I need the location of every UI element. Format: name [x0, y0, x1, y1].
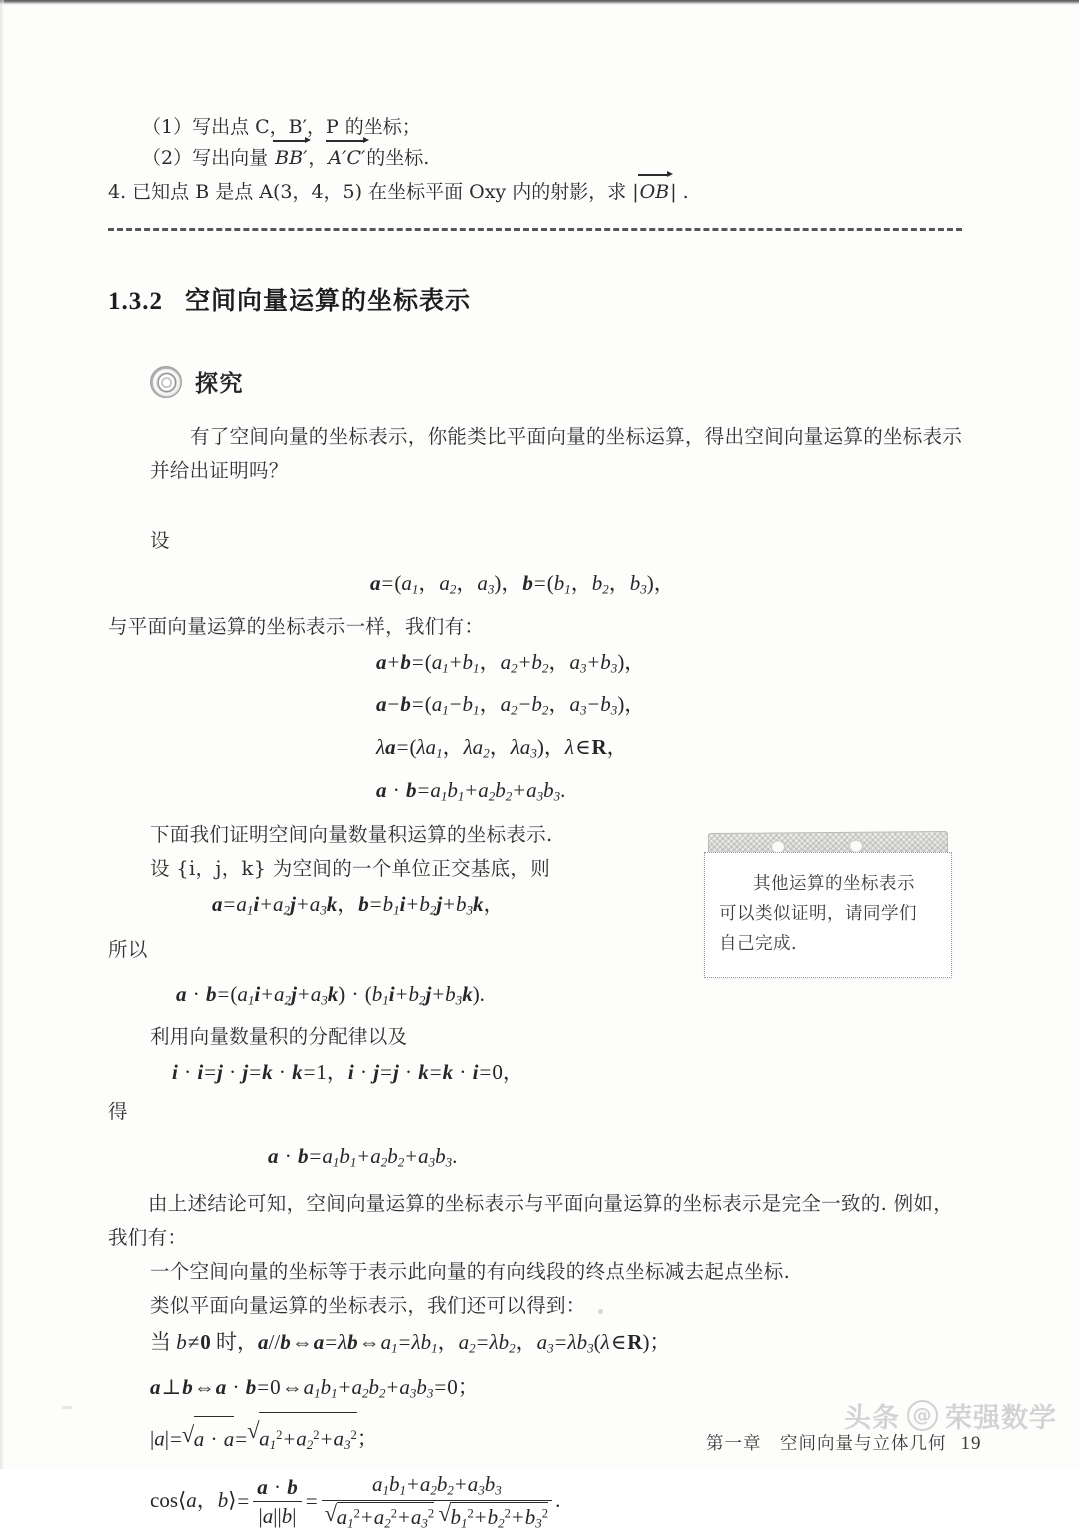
exercise-item-2-mid: ，	[308, 147, 328, 169]
get-label: 得	[108, 1100, 128, 1124]
note-line-2: 可以类似证明，请同学们	[719, 904, 917, 924]
formula-subtraction: $a-b=(a_1-b_1$，$a_2-b_2$，$a_3-b_3$)，	[376, 692, 646, 718]
note-line-3: 自己完成.	[719, 934, 798, 954]
formula-group-operations	[108, 644, 976, 815]
formula-dot-expansion: $a \cdot b=(a_1i+a_2j+a_3k) \cdot (b_1i+b_2j+b_3k)$.	[176, 981, 485, 1008]
section-divider	[108, 228, 962, 231]
conclusion-paragraph: 由上述结论可知，空间向量运算的坐标表示与平面向量运算的坐标表示是完全一致的. 例如，我们有：	[108, 1192, 953, 1250]
scan-edge-left	[0, 0, 4, 1469]
formula-scalar-multiple: $\lambda a=(\lambda a_1$，$\lambda a_2$，$\lambda a_3$)，λ∈R，	[376, 734, 628, 761]
exercise-item-2	[108, 143, 976, 174]
formula-ab-definition: $a=(a_1$，$a_2$，$a_3$)，$b=(b_1$，$b_2$，$b_3$)，	[370, 571, 675, 597]
page-footer	[706, 1430, 982, 1455]
formula-parallel-condition: 当 b≠0 时，$a//b\Leftrightarrow a=\lambda b\Leftrightarrow a_1=\lambda b_1$，$a_2=\lambda b_2$，$a_3=\lambda b_3(\lambda\in R)$；	[150, 1330, 671, 1356]
vector-ob: OB	[639, 177, 671, 208]
exercise-item-4	[108, 177, 976, 208]
watermark-name: 荣强数学	[945, 1403, 1057, 1434]
same-as-plane-line: 与平面向量运算的坐标表示一样，我们有：	[108, 614, 485, 638]
scan-edge-top	[0, 0, 1079, 5]
formula-dot-product: $a \cdot b=a_1b_1+a_2b_2+a_3b_3$.	[376, 777, 566, 804]
exercise-item-4-suffix: | .	[670, 181, 689, 203]
formula-addition: $a+b=(a_1+b_1$，$a_2+b_2$，$a_3+b_3$)，	[376, 649, 646, 676]
footer-page-number: 19	[960, 1433, 982, 1454]
prove-intro-line: 下面我们证明空间向量数量积运算的坐标表示.	[150, 823, 553, 847]
exercise-item-2-suffix: 的坐标.	[366, 147, 430, 169]
let-label: 设	[150, 529, 170, 552]
explore-paragraph: 有了空间向量的坐标表示，你能类比平面向量的坐标运算，得出空间向量运算的坐标表示并给出证明吗？	[150, 425, 963, 482]
similar-results-line: 类似平面向量运算的坐标表示，我们还可以得到：	[150, 1294, 586, 1318]
so-label: 所以	[108, 937, 148, 961]
watermark-prefix: 头条	[844, 1403, 900, 1434]
basis-line: 设 {i，j，k} 为空间的一个单位正交基底，则	[150, 857, 551, 881]
formula-orthonormal-relations: i · i=j · j=k · k=1，i · j=j · k=k · i=0，	[172, 1060, 524, 1085]
formula-perpendicular-condition: a⊥b⇔a · $b=0\Leftrightarrow a_1b_1+a_2b_2+a_3b_3=0$；	[150, 1374, 479, 1401]
scan-speck	[62, 1406, 72, 1409]
exercise-list	[108, 112, 976, 208]
explore-header	[108, 365, 976, 398]
vector-bb-prime: BB′	[274, 143, 308, 174]
page-title	[108, 281, 976, 317]
distributive-line: 利用向量数量积的分配律以及	[150, 1025, 408, 1049]
note-line-1: 其他运算的坐标表示	[753, 874, 915, 894]
globe-icon	[150, 366, 182, 398]
note-text	[705, 853, 951, 959]
formula-cosine-angle: cos⟨a，b⟩= $\frac{a \cdot b}{|a||b|}$ = $a_1b_1+a_2b_2+a_3b_3$ √ $a_1^2+a_2^2+a_3^2$ √ $b_1^2+b_2^2+b_3^2$ .	[108, 1472, 976, 1533]
vector-a-prime-c-prime: A′C′	[327, 143, 366, 174]
footer-chapter: 第一章 空间向量与立体几何	[706, 1434, 947, 1454]
page-content	[108, 112, 976, 1533]
exercise-item-1: （1）写出点 C，B′，P 的坐标；	[142, 116, 421, 138]
note-body	[704, 852, 952, 978]
formula-basis-expansion: $a=a_1i+a_2j+a_3k$，$b=b_1i+b_2j+b_3k$，	[212, 892, 505, 918]
exercise-item-4-prefix: 4. 已知点 B 是点 A(3，4，5) 在坐标平面 Oxy 内的射影，求 |	[108, 181, 639, 203]
formula-dot-result: $a \cdot b=a_1b_1+a_2b_2+a_3b_3$.	[268, 1144, 458, 1171]
section-number: 1.3.2	[108, 288, 163, 315]
at-sign-icon: @	[907, 1400, 938, 1431]
section-title-text: 空间向量运算的坐标表示	[185, 286, 472, 315]
exercise-item-2-prefix: （2）写出向量	[142, 147, 275, 169]
formula-norm: |a|= √ a · a= √ $a_1^2+a_2^2+a_3^2$；	[108, 1412, 976, 1466]
note-hole-icon	[849, 840, 863, 853]
side-note-box	[704, 832, 954, 980]
coordinate-rule-line: 一个空间向量的坐标等于表示此向量的有向线段的终点坐标减去起点坐标.	[150, 1260, 791, 1284]
explore-label: 探究	[195, 370, 244, 397]
